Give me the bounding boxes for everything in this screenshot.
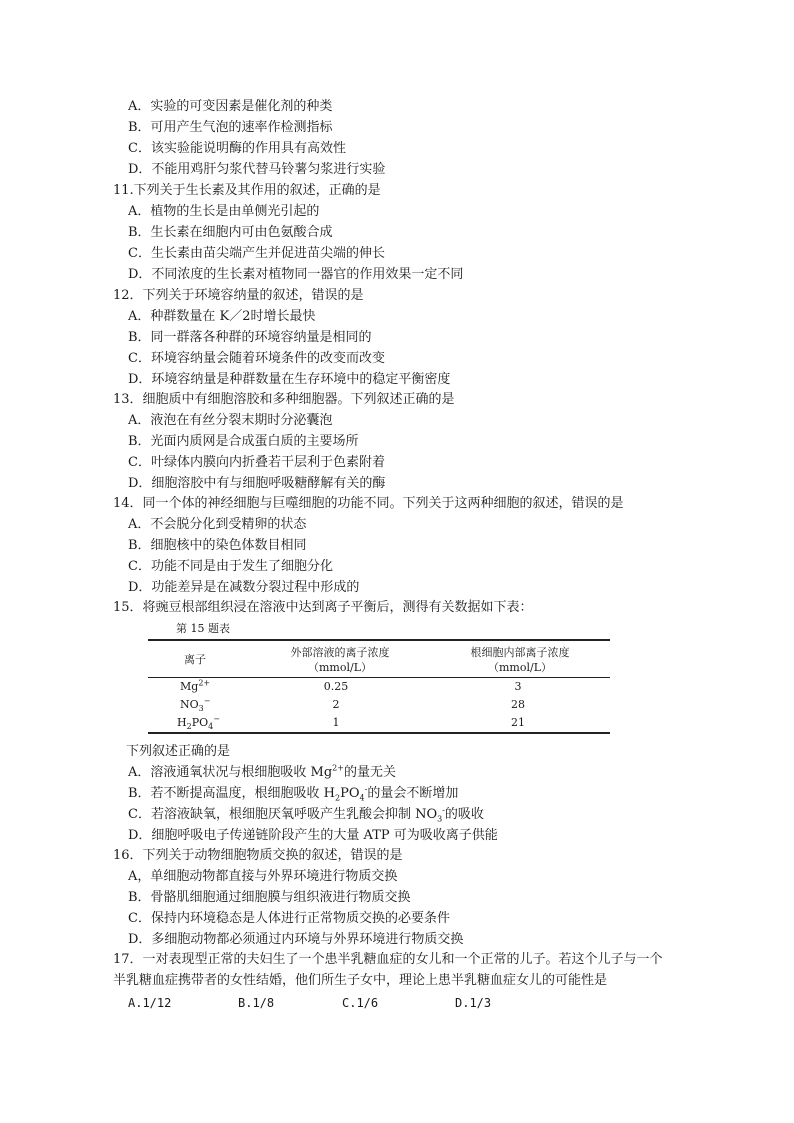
table-header-outer-line1: 外部溶液的离子浓度 [290, 646, 390, 659]
table-cell-inner: 3 [514, 680, 522, 693]
table-row-ion: $H_2PO_4^-$ [177, 714, 220, 732]
q12-stem: 12．下列关于环境容纳量的叙述，错误的是 [113, 288, 364, 303]
table-header-inner [440, 645, 600, 675]
q11-option-a: A．植物的生长是由单侧光引起的 [128, 204, 320, 219]
q14-option-a: A．不会脱分化到受精卵的状态 [128, 517, 307, 532]
table-bottom-rule [148, 732, 610, 734]
q17-option-b: B.1/8 [238, 996, 275, 1010]
q10-option-a: A．实验的可变因素是催化剂的种类 [128, 99, 333, 114]
table-row-ion: $NO_3^-$ [180, 696, 211, 714]
q13-option-c: C．叶绿体内膜向内折叠若干层利于色素附着 [128, 455, 385, 470]
q13-option-d: D．细胞溶胶中有与细胞呼吸糖酵解有关的酶 [128, 476, 386, 491]
q17-stem-line1: 17．一对表现型正常的夫妇生了一个患半乳糖血症的女儿和一个正常的儿子。若这个儿子与一个 [113, 952, 663, 967]
q17-stem-line2: 半乳糖血症携带者的女性结婚，他们所生子女中，理论上患半乳糖血症女儿的可能性是 [113, 973, 608, 988]
table-header-ion: 离子 [184, 653, 206, 666]
q11-option-d: D．不同浓度的生长素对植物同一器官的作用效果一定不同 [128, 267, 464, 282]
q16-option-a: A，单细胞动物都直接与外界环境进行物质交换 [128, 869, 398, 884]
q11-option-b: B．生长素在细胞内可由色氨酸合成 [128, 225, 333, 240]
table-header-rule [148, 677, 610, 678]
q10-option-b: B．可用产生气泡的速率作检测指标 [128, 120, 333, 135]
q12-option-b: B．同一群落各种群的环境容纳量是相同的 [128, 330, 372, 345]
q15-option-b: B．若不断提高温度，根细胞吸收 $H_2PO_4^-$的量会不断增加 [128, 784, 459, 803]
q12-option-d: D．环境容纳量是种群数量在生存环境中的稳定平衡密度 [128, 372, 451, 387]
table-header-inner-line1: 根细胞内部离子浓度 [470, 646, 570, 659]
q14-stem: 14．同一个体的神经细胞与巨噬细胞的功能不同。下列关于这两种细胞的叙述，错误的是 [113, 496, 624, 511]
q15-lead: 下列叙述正确的是 [126, 744, 231, 759]
q12-option-a: A．种群数量在 K／2时增长最快 [128, 309, 316, 324]
q11-stem: 11.下列关于生长素及其作用的叙述，正确的是 [113, 183, 381, 198]
table-cell-inner: 21 [511, 716, 525, 729]
q16-option-c: C．保持内环境稳态是人体进行正常物质交换的必要条件 [128, 911, 450, 926]
q16-option-d: D．多细胞动物都必须通过内环境与外界环境进行物质交换 [128, 932, 464, 947]
q16-stem: 16．下列关于动物细胞物质交换的叙述，错误的是 [113, 848, 403, 863]
q10-option-c: C．该实验能说明酶的作用具有高效性 [128, 141, 346, 156]
q10-option-d: D．不能用鸡肝匀浆代替马铃薯匀浆进行实验 [128, 162, 386, 177]
q17-option-c: C.1/6 [342, 996, 379, 1010]
q15-stem: 15．将豌豆根部组织浸在溶液中达到离子平衡后，测得有关数据如下表： [113, 600, 533, 615]
table-cell-outer: 0.25 [323, 680, 349, 693]
q12-option-c: C．环境容纳量会随着环境条件的改变而改变 [128, 351, 385, 366]
q15-option-c: C．若溶液缺氧，根细胞厌氧呼吸产生乳酸会抑制 $NO_3^-$的吸收 [128, 805, 484, 824]
q13-stem: 13．细胞质中有细胞溶胶和多种细胞器。下列叙述正确的是 [113, 392, 455, 407]
table-cell-inner: 28 [511, 698, 525, 711]
q16-option-b: B．骨骼肌细胞通过细胞膜与组织液进行物质交换 [128, 890, 411, 905]
q13-option-b: B．光面内质网是合成蛋白质的主要场所 [128, 434, 359, 449]
table-top-rule [148, 639, 610, 641]
table-row-ion: $Mg^{2+}$ [180, 678, 211, 693]
q14-option-d: D．功能差异是在减数分裂过程中形成的 [128, 580, 360, 595]
q15-option-d: D．细胞呼吸电子传递链阶段产生的大量 ATP 可为吸收离子供能 [128, 828, 498, 843]
table-caption: 第 15 题表 [176, 622, 230, 635]
q17-option-d: D.1/3 [455, 996, 492, 1010]
table-header-outer-line2: （mmol/L） [307, 661, 372, 674]
q14-option-b: B．细胞核中的染色体数目相同 [128, 538, 307, 553]
table-cell-outer: 1 [332, 716, 340, 729]
q15-option-a: A．溶液通氧状况与根细胞吸收 $Mg^{2+}$的量无关 [128, 763, 396, 780]
table-header-outer [260, 645, 420, 675]
q17-option-a: A.1/12 [128, 996, 172, 1010]
table-header-inner-line2: （mmol/L） [487, 661, 552, 674]
q14-option-c: C．功能不同是由于发生了细胞分化 [128, 559, 333, 574]
q13-option-a: A．液泡在有丝分裂末期时分泌囊泡 [128, 413, 333, 428]
q11-option-c: C．生长素由苗尖端产生并促进苗尖端的伸长 [128, 246, 385, 261]
table-cell-outer: 2 [332, 698, 340, 711]
